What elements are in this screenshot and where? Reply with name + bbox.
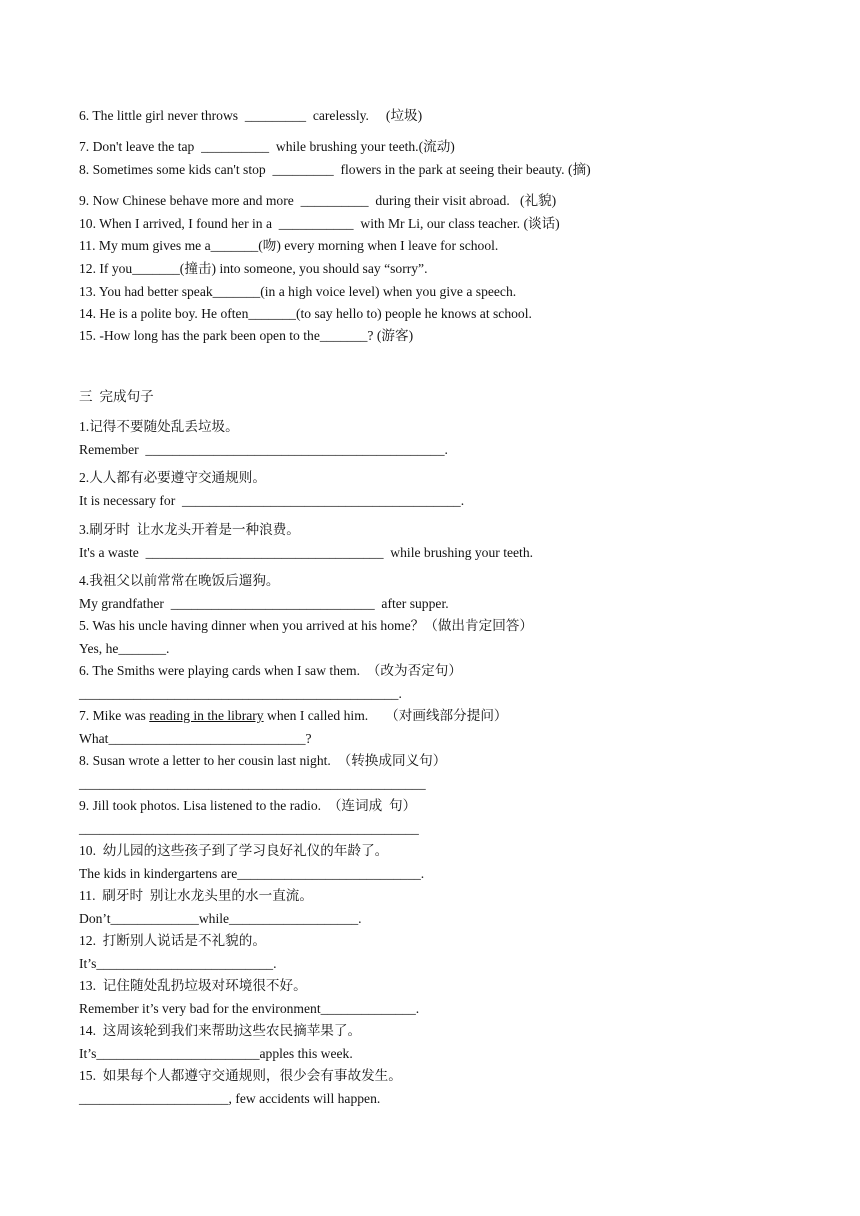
question-13-chinese: 13. 记住随处乱扔垃圾对环境很不好。 xyxy=(79,978,307,993)
exercise-item-6: 6. The little girl never throws _________ carelessly. (垃圾) xyxy=(79,108,423,123)
exercise-item-13: 13. You had better speak_______(in a high voice level) when you give a speech. xyxy=(79,284,517,299)
question-3-blank: It's a waste ___________________________________ while brushing your teeth. xyxy=(79,545,534,560)
question-15-blank: ______________________, few accidents will happen. xyxy=(79,1091,381,1106)
exercise-item-11: 11. My mum gives me a_______(吻) every morning when I leave for school. xyxy=(79,238,499,253)
question-7-suffix: when I called him. （对画线部分提问） xyxy=(263,708,508,723)
question-6: 6. The Smiths were playing cards when I saw them. （改为否定句） xyxy=(79,663,462,678)
question-11-blank: Don’t_____________while___________________. xyxy=(79,911,362,926)
exercise-item-15: 15. -How long has the park been open to the_______? (游客) xyxy=(79,328,414,343)
question-9-answer: __________________________________________________ xyxy=(79,821,419,836)
question-12-blank: It’s__________________________. xyxy=(79,956,277,971)
question-12-chinese: 12. 打断别人说话是不礼貌的。 xyxy=(79,933,266,948)
question-10-blank: The kids in kindergartens are___________________________. xyxy=(79,866,425,881)
question-14-chinese: 14. 这周该轮到我们来帮助这些农民摘苹果了。 xyxy=(79,1023,362,1038)
question-8-answer: ___________________________________________________ xyxy=(79,776,426,791)
question-7-answer: What_____________________________? xyxy=(79,731,312,746)
question-5-answer: Yes, he_______. xyxy=(79,641,170,656)
question-7-prefix: 7. Mike was xyxy=(79,708,150,723)
question-5: 5. Was his uncle having dinner when you arrived at his home？（做出肯定回答） xyxy=(79,618,533,633)
question-7 xyxy=(79,707,508,725)
question-1-chinese: 1.记得不要随处乱丢垃圾。 xyxy=(79,419,239,434)
question-4-chinese: 4.我祖父以前常常在晚饭后遛狗。 xyxy=(79,573,280,588)
exercise-item-7: 7. Don't leave the tap __________ while brushing your teeth.(流动) xyxy=(79,139,455,154)
exercise-item-9: 9. Now Chinese behave more and more __________ during their visit abroad. (礼貌) xyxy=(79,193,557,208)
question-11-chinese: 11. 刷牙时 别让水龙头里的水一直流。 xyxy=(79,888,313,903)
question-6-answer: _______________________________________________. xyxy=(79,686,402,701)
question-4-blank: My grandfather ______________________________ after supper. xyxy=(79,596,449,611)
exercise-item-8: 8. Sometimes some kids can't stop _________ flowers in the park at seeing their beauty. (摘) xyxy=(79,162,591,177)
question-10-chinese: 10. 幼儿园的这些孩子到了学习良好礼仪的年龄了。 xyxy=(79,843,389,858)
section-heading: 三 完成句子 xyxy=(79,389,154,404)
question-15-chinese: 15. 如果每个人都遵守交通规则，很少会有事故发生。 xyxy=(79,1068,402,1083)
question-13-blank: Remember it’s very bad for the environment______________. xyxy=(79,1001,420,1016)
exercise-item-14: 14. He is a polite boy. He often_______(to say hello to) people he knows at school. xyxy=(79,306,532,321)
question-8: 8. Susan wrote a letter to her cousin last night. （转换成同义句） xyxy=(79,753,447,768)
question-1-blank: Remember ____________________________________________. xyxy=(79,442,448,457)
question-9: 9. Jill took photos. Lisa listened to the radio. （连词成 句） xyxy=(79,798,417,813)
exercise-item-10: 10. When I arrived, I found her in a ___________ with Mr Li, our class teacher. (谈话) xyxy=(79,216,560,231)
question-3-chinese: 3.刷牙时 让水龙头开着是一种浪费。 xyxy=(79,522,300,537)
question-2-chinese: 2.人人都有必要遵守交通规则。 xyxy=(79,470,266,485)
question-2-blank: It is necessary for _________________________________________. xyxy=(79,493,465,508)
question-14-blank: It’s________________________apples this week. xyxy=(79,1046,353,1061)
exercise-item-12: 12. If you_______(撞击) into someone, you should say “sorry”. xyxy=(79,261,428,276)
question-7-underlined: reading in the library xyxy=(149,708,264,723)
